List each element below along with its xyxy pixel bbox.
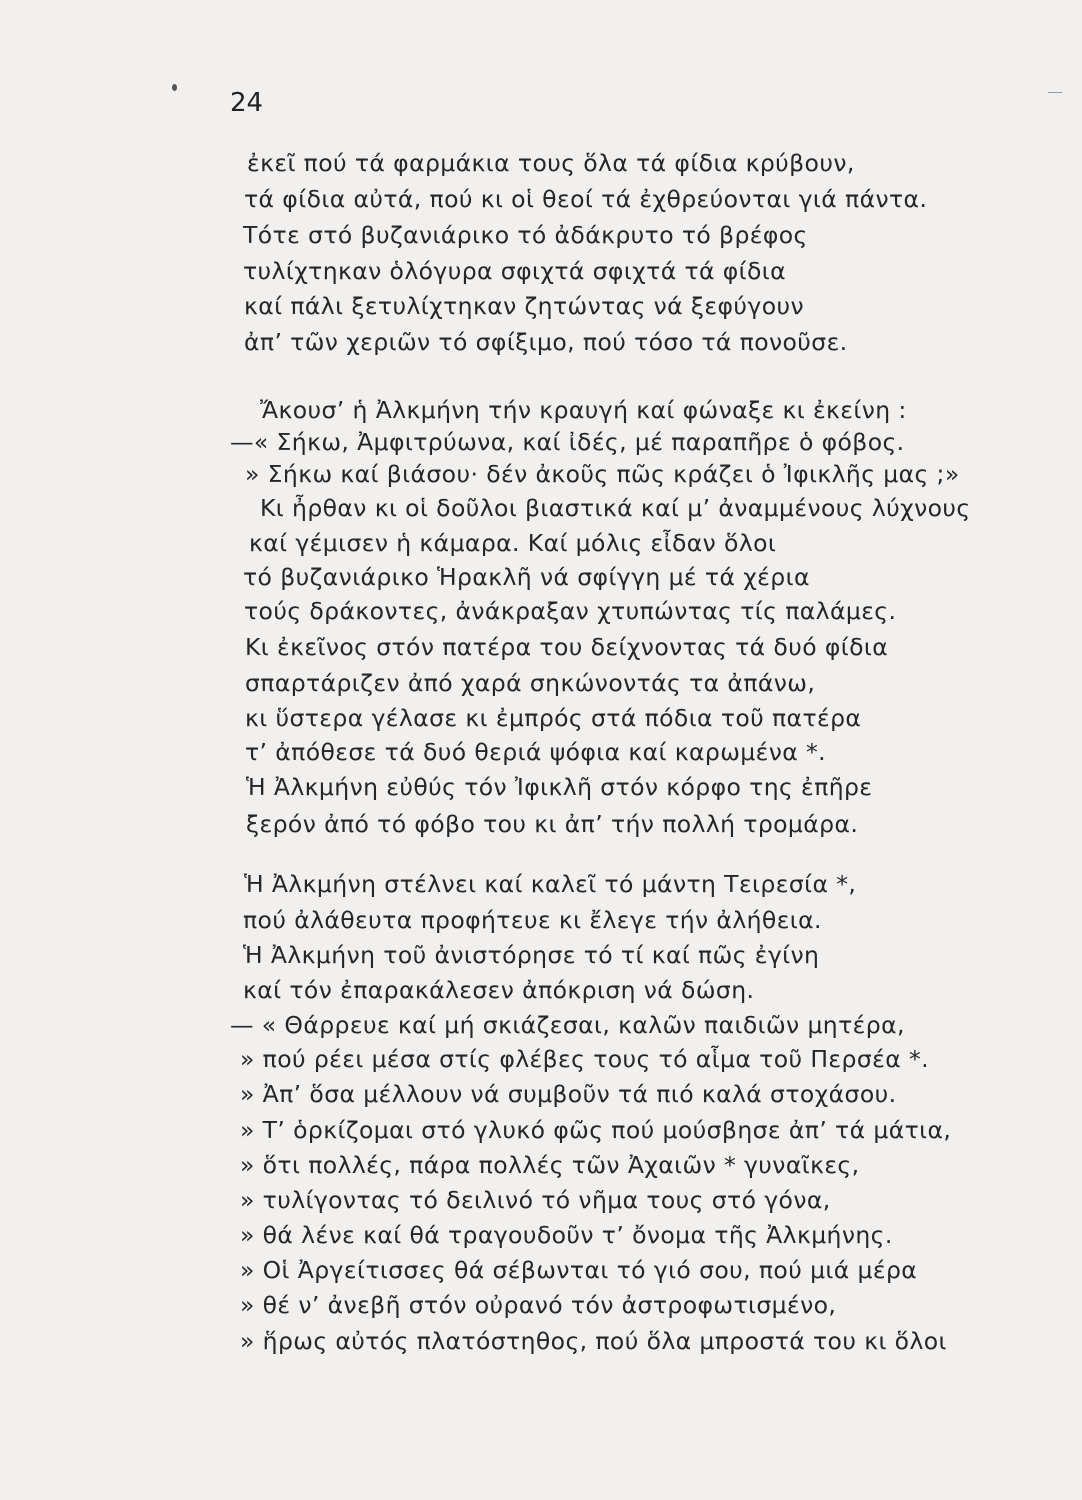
poem-line: » Οἱ Ἀργείτισσες θά σέβωνται τό γιό σου, πού μιά μέρα (240, 1256, 918, 1284)
poem-line: ξερόν ἀπό τό φόβο του κι ἀπ’ τήν πολλή τρομάρα. (246, 810, 859, 838)
poem-line: » θά λένε καί θά τραγουδοῦν τ’ ὄνομα τῆς Ἀλκμήνης. (240, 1221, 893, 1249)
poem-line: » ὅτι πολλές, πάρα πολλές τῶν Ἀχαιῶν * γυναῖκες, (240, 1151, 860, 1179)
poem-line: τούς δράκοντες, ἀνάκραξαν χτυπώντας τίς παλάμες. (244, 597, 897, 625)
poem-line: —« Σήκω, Ἀμφιτρύωνα, καί ἰδές, μέ παραπῆρε ὁ φόβος. (230, 428, 905, 456)
page-number: 24 (230, 88, 264, 118)
poem-line: » θέ ν’ ἀνεβῆ στόν οὐρανό τόν ἀστροφωτισμένο, (240, 1291, 837, 1319)
poem-line: » Ἀπ’ ὅσα μέλλουν νά συμβοῦν τά πιό καλά στοχάσου. (240, 1080, 897, 1108)
poem-line: κι ὕστερα γέλασε κι ἐμπρός στά πόδια τοῦ πατέρα (245, 704, 862, 732)
poem-line: ἐκεῖ πού τά φαρμάκια τους ὅλα τά φίδια κρύβουν, (247, 149, 855, 177)
edge-mark (1048, 92, 1062, 93)
poem-line: Ἡ Ἀλκμήνη τοῦ ἀνιστόρησε τό τί καί πῶς ἐγίνη (243, 941, 820, 969)
poem-line: Ἡ Ἀλκμήνη εὐθύς τόν Ἰφικλῆ στόν κόρφο της ἐπῆρε (246, 773, 873, 801)
poem-line: Κι ἦρθαν κι οἱ δοῦλοι βιαστικά καί μ’ ἀναμμένους λύχνους (260, 494, 971, 522)
poem-line: » πού ρέει μέσα στίς φλέβες τους τό αἷμα τοῦ Περσέα *. (240, 1045, 930, 1073)
poem-line: Ἡ Ἀλκμήνη στέλνει καί καλεῖ τό μάντη Τειρεσία *, (244, 870, 857, 898)
poem-line: καί πάλι ξετυλίχτηκαν ζητώντας νά ξεφύγουν (244, 292, 805, 320)
poem-line: τυλίχτηκαν ὁλόγυρα σφιχτά σφιχτά τά φίδια (243, 257, 787, 285)
poem-line: ἀπ’ τῶν χεριῶν τό σφίξιμο, πού τόσο τά πονοῦσε. (244, 328, 848, 356)
poem-line: Κι ἐκεῖνος στόν πατέρα του δείχνοντας τά δυό φίδια (245, 633, 889, 661)
poem-line: Τότε στό βυζανιάρικο τό ἀδάκρυτο τό βρέφος (243, 221, 808, 249)
poem-line: τό βυζανιάρικο Ἡρακλῆ νά σφίγγη μέ τά χέρια (243, 563, 810, 591)
poem-line: » Τ’ ὁρκίζομαι στό γλυκό φῶς πού μούσβησε ἀπ’ τά μάτια, (240, 1116, 952, 1144)
ink-speck (172, 84, 177, 91)
poem-line: πού ἀλάθευτα προφήτευε κι ἔλεγε τήν ἀλήθεια. (243, 906, 822, 934)
poem-line: — « Θάρρευε καί μή σκιάζεσαι, καλῶν παιδιῶν μητέρα, (230, 1011, 905, 1039)
poem-line: » Σήκω καί βιάσου· δέν ἀκοῦς πῶς κράζει ὁ Ἰφικλῆς μας ;» (245, 460, 960, 488)
poem-line: καί γέμισεν ἡ κάμαρα. Καί μόλις εἶδαν ὅλοι (249, 529, 777, 557)
poem-line: » τυλίγοντας τό δειλινό τό νῆμα τους στό γόνα, (240, 1186, 831, 1214)
poem-line: σπαρτάριζεν ἀπό χαρά σηκώνοντάς τα ἀπάνω, (245, 669, 816, 697)
poem-line: τ’ ἀπόθεσε τά δυό θεριά ψόφια καί καρωμένα *. (245, 738, 827, 766)
poem-line: τά φίδια αὐτά, πού κι οἱ θεοί τά ἐχθρεύονται γιά πάντα. (244, 185, 928, 213)
poem-line: καί τόν ἐπαρακάλεσεν ἀπόκριση νά δώση. (243, 976, 755, 1004)
poem-line: » ἥρως αὐτός πλατόστηθος, πού ὅλα μπροστά του κι ὅλοι (240, 1327, 947, 1355)
poem-line: Ἄκουσ’ ἡ Ἀλκμήνη τήν κραυγή καί φώναξε κι ἐκείνη : (260, 396, 907, 424)
